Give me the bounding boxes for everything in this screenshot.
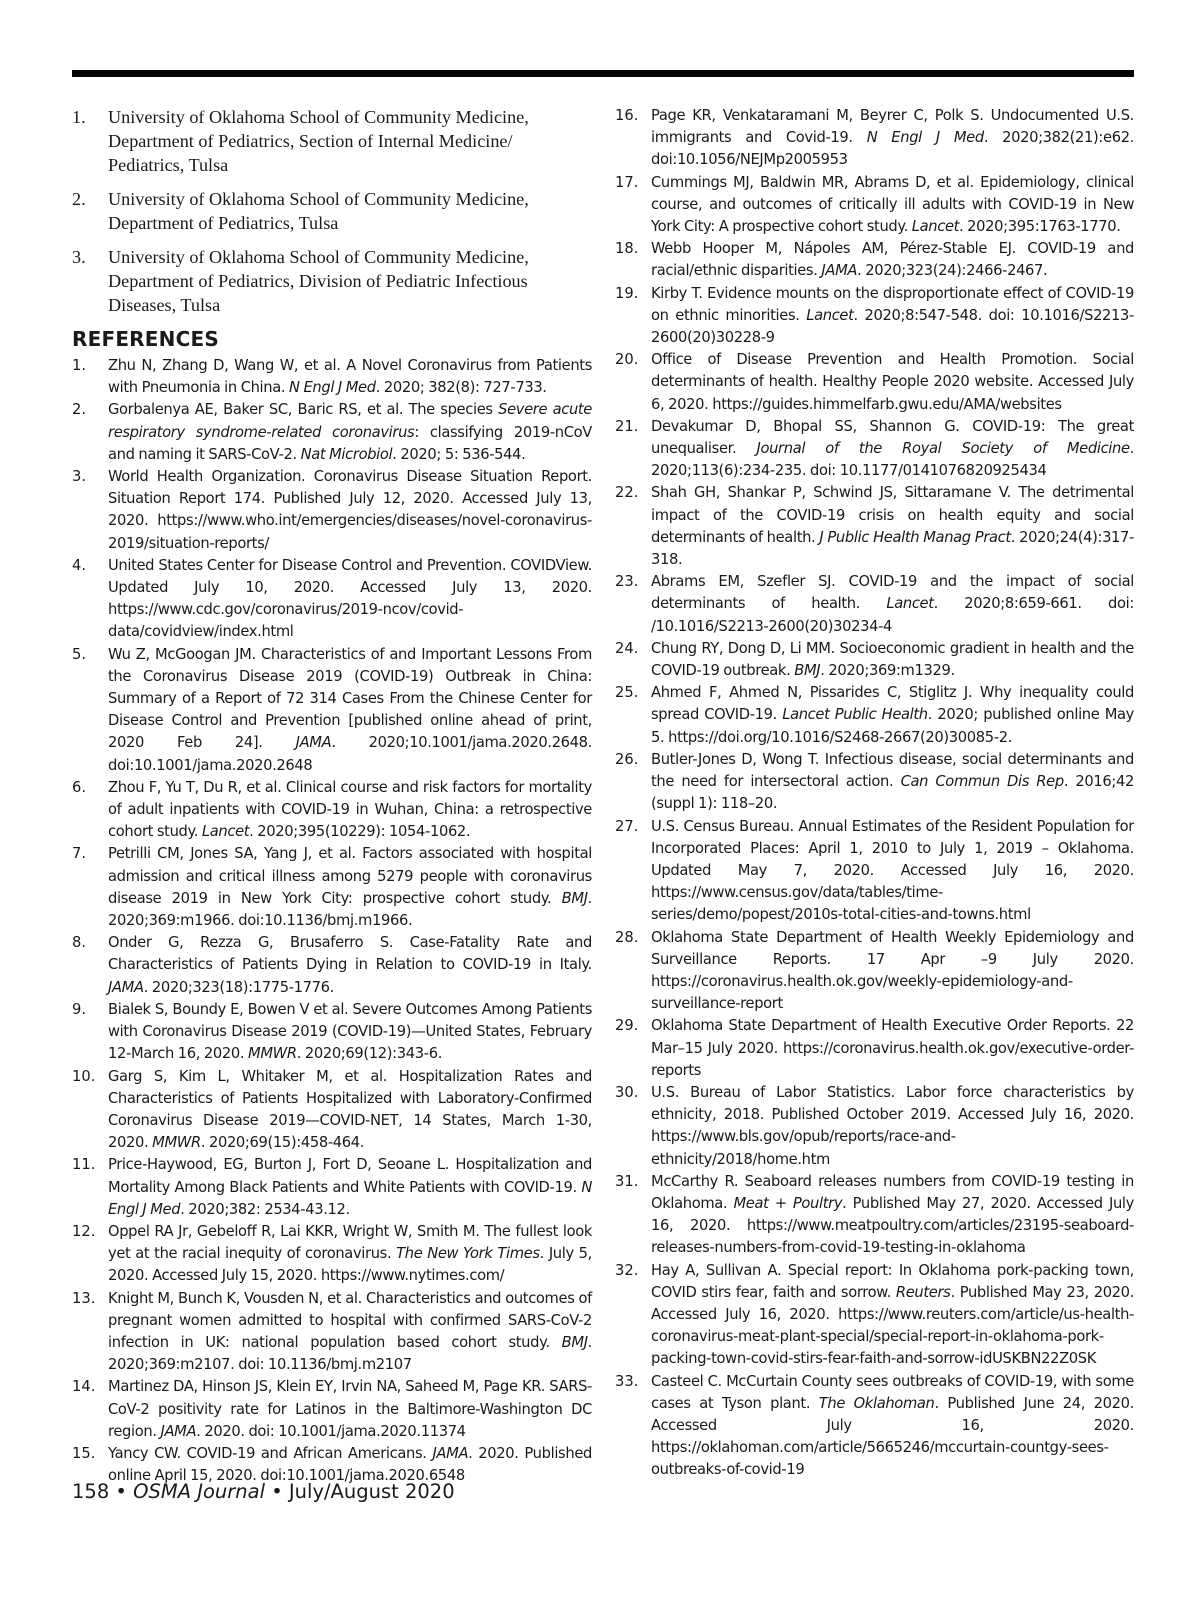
reference-item (72, 1376, 592, 1443)
reference-journal: Nat Microbiol (300, 445, 393, 463)
reference-text (651, 283, 1134, 350)
reference-text (651, 105, 1134, 172)
references-list-left (72, 355, 592, 1487)
reference-item (615, 105, 1134, 172)
reference-segment: . 2020;369:m1329. (820, 662, 955, 680)
reference-text (108, 1221, 592, 1288)
reference-journal: Journal of the Royal Society of Medicine (756, 440, 1130, 458)
reference-segment: . 2020;8:547-548. doi: 10.1016/S2213-2600(20)30228-9 (651, 306, 1134, 347)
affiliation-item (72, 187, 592, 235)
reference-item (72, 466, 592, 555)
reference-text (108, 399, 592, 466)
reference-item (615, 283, 1134, 350)
reference-journal: The Oklahoman (818, 1394, 935, 1412)
reference-segment: . Published June 24, 2020. Accessed July 16, 2020. https://oklahoman.com/article/5665246/mccurtain-countgy-sees-outbreaks-of-covid-19 (651, 1394, 1134, 1479)
footer-separator: • (109, 1480, 134, 1503)
reference-segment: Hay A, Sullivan A. Special report: In Oklahoma pork-packing town, COVID stirs fear, faith and sorrow. (651, 1261, 1134, 1301)
reference-item (72, 777, 592, 844)
reference-segment: Price-Haywood, EG, Burton J, Fort D, Seoane L. Hospitalization and Mortality Among Black Patients and White Patients with COVID-19. (108, 1156, 592, 1196)
reference-segment: . 2020;24(4):317-318. (651, 528, 1134, 569)
affiliation-text: University of Oklahoma School of Community Medicine, Department of Pediatrics, Division of Pediatric Infectious Diseases, Tulsa (108, 247, 529, 315)
reference-segment: . 2020;69(15):458-464. (200, 1134, 365, 1152)
reference-item (72, 932, 592, 999)
reference-segment: Oppel RA Jr, Gebeloff R, Lai KKR, Wright W, Smith M. The fullest look yet at the racial inequity of coronavirus. (108, 1222, 592, 1263)
reference-item (615, 1260, 1134, 1371)
reference-journal: N Engl J Med (289, 379, 376, 397)
reference-journal: N Engl J Med (866, 129, 984, 147)
reference-journal: Lancet (806, 306, 854, 324)
reference-item (72, 999, 592, 1066)
reference-segment: Abrams EM, Szefler SJ. COVID-19 and the impact of social determinants of health. (651, 573, 1134, 613)
reference-item (72, 355, 592, 399)
reference-item (72, 399, 592, 466)
reference-journal: Reuters (895, 1283, 951, 1301)
reference-number: 23. (615, 573, 639, 591)
reference-number: 28. (615, 928, 639, 946)
page-footer (72, 1480, 455, 1503)
reference-number: 6. (72, 778, 87, 796)
reference-item (615, 1171, 1134, 1260)
reference-segment: . 2020;323(18):1775-1776. (143, 978, 334, 996)
reference-item (615, 482, 1134, 571)
issue-date: July/August 2020 (288, 1480, 455, 1503)
reference-number: 31. (615, 1172, 639, 1190)
reference-segment: U.S. Census Bureau. Annual Estimates of the Resident Population for Incorporated Places: April 1, 2010 to July 1, 2019 – Oklahoma. Updated May 7, 2020. Accessed July 16, 2020. https://www.census.gov/data/tables/time-series/demo/popest/2010s-total-cities-and-towns.html (651, 817, 1134, 924)
reference-item (72, 843, 592, 932)
reference-segment: Cummings MJ, Baldwin MR, Abrams D, et al. Epidemiology, clinical course, and outcomes of critically ill adults with COVID-19 in New York City: A prospective cohort study. (651, 173, 1134, 236)
reference-text (108, 1288, 592, 1377)
reference-segment: Zhou F, Yu T, Du R, et al. Clinical course and risk factors for mortality of adult inpatients with COVID-19 in Wuhan, China: a retrospective cohort study. (108, 778, 592, 841)
reference-journal: J Public Health Manag Pract (819, 528, 1011, 546)
reference-segment: Casteel C. McCurtain County sees outbreaks of COVID-19, with some cases at Tyson plant. (651, 1372, 1134, 1412)
reference-segment: Onder G, Rezza G, Brusaferro S. Case-Fatality Rate and Characteristics of Patients Dying in Relation to COVID-19 in Italy. (108, 934, 592, 974)
reference-number: 14. (72, 1378, 96, 1396)
affiliation-item (72, 105, 592, 177)
reference-journal: JAMA (295, 734, 332, 752)
reference-number: 24. (615, 639, 639, 657)
reference-item (615, 927, 1134, 1016)
reference-item (615, 1371, 1134, 1482)
reference-segment: Devakumar D, Bhopal SS, Shannon G. COVID-19: The great unequaliser. (651, 417, 1134, 458)
reference-segment: Office of Disease Prevention and Health Promotion. Social determinants of health. Healthy People 2020 website. Accessed July 6, 2020. https://guides.himmelfarb.gwu.edu/AMA/websites (651, 351, 1134, 413)
reference-text (651, 416, 1134, 483)
reference-segment: . 2020;69(12):343-6. (296, 1045, 443, 1063)
reference-number: 17. (615, 173, 639, 191)
reference-segment: . 2020;369:m1966. doi:10.1136/bmj.m1966. (108, 889, 592, 930)
reference-segment: . 2020;382(21):e62. doi:10.1056/NEJMp2005953 (651, 129, 1135, 169)
reference-text (651, 1171, 1134, 1260)
affiliation-item (72, 245, 592, 317)
reference-number: 13. (72, 1289, 96, 1307)
reference-text (651, 1260, 1134, 1371)
reference-segment: . 2020; published online May 5. https://doi.org/10.1016/S2468-2667(20)30085-2. (651, 706, 1135, 746)
page-number: 158 (72, 1480, 110, 1503)
reference-text (651, 238, 1134, 282)
reference-number: 16. (615, 107, 639, 124)
reference-journal: Lancet Public Health (782, 706, 928, 724)
reference-journal: MMWR (248, 1045, 297, 1063)
reference-item (615, 682, 1134, 749)
reference-segment: . July 5, 2020. Accessed July 15, 2020. https://www.nytimes.com/ (108, 1245, 592, 1285)
reference-text (108, 555, 592, 644)
reference-segment: . 2020; 5: 536-544. (392, 445, 526, 463)
reference-number: 25. (615, 684, 639, 702)
reference-segment: Page KR, Venkataramani M, Beyrer C, Polk S. Undocumented U.S. immigrants and Covid-19. (651, 107, 1134, 147)
reference-item (72, 555, 592, 644)
reference-journal: JAMA (108, 978, 144, 996)
reference-text (108, 644, 592, 777)
reference-segment: . 2016;42 (suppl 1): 118–20. (651, 773, 1134, 813)
reference-segment: . 2020;323(24):2466-2467. (857, 262, 1048, 280)
reference-number: 21. (615, 417, 639, 435)
reference-segment: Chung RY, Dong D, Li MM. Socioeconomic gradient in health and the COVID-19 outbreak. (651, 639, 1134, 680)
reference-text (651, 1015, 1134, 1082)
reference-item (615, 816, 1134, 927)
reference-segment: : classifying 2019-nCoV and naming it SARS-CoV-2. (108, 423, 592, 463)
left-column (72, 105, 592, 1487)
reference-segment: Butler-Jones D, Wong T. Infectious disease, social determinants and the need for intersectoral action. (651, 750, 1134, 791)
reference-number: 27. (615, 817, 639, 835)
reference-segment: . 2020. doi: 10.1001/jama.2020.11374 (196, 1422, 466, 1440)
reference-text (108, 355, 592, 399)
reference-text (651, 571, 1134, 638)
reference-item (615, 1082, 1134, 1171)
reference-number: 4. (72, 556, 87, 574)
reference-item (615, 349, 1134, 416)
reference-number: 11. (72, 1156, 96, 1174)
reference-journal: BMJ (794, 662, 821, 680)
reference-segment: Garg S, Kim L, Whitaker M, et al. Hospitalization Rates and Characteristics of Patients Hospitalized with Laboratory-Confirmed Coronavirus Disease 2019—COVID-NET, 14 States, March 1-30, 2020. (108, 1067, 592, 1152)
reference-journal: The New York Times (396, 1245, 540, 1263)
reference-number: 29. (615, 1017, 639, 1035)
affiliations-list (72, 105, 592, 317)
reference-number: 22. (615, 484, 639, 502)
reference-number: 30. (615, 1083, 639, 1101)
reference-journal: N Engl J Med (108, 1178, 592, 1218)
reference-segment: Oklahoma State Department of Health Executive Order Reports. 22 Mar–15 July 2020. https://coronavirus.health.ok.gov/executive-order-reports (651, 1017, 1134, 1079)
reference-item (72, 1221, 592, 1288)
reference-text (108, 466, 592, 555)
reference-item (72, 1288, 592, 1377)
reference-text (651, 1371, 1134, 1482)
affiliation-number: 3. (72, 247, 86, 267)
reference-journal: Can Commun Dis Rep (900, 773, 1064, 791)
reference-text (651, 482, 1134, 571)
reference-number: 20. (615, 351, 639, 369)
reference-number: 33. (615, 1372, 639, 1390)
reference-segment: Ahmed F, Ahmed N, Pissarides C, Stiglitz J. Why inequality could spread COVID-19. (651, 684, 1134, 724)
reference-segment: Wu Z, McGoogan JM. Characteristics of and Important Lessons From the Coronavirus Disease 2019 (COVID-19) Outbreak in China: Summary of a Report of 72 314 Cases From the Chinese Center for Disease Control and Prevention [published online ahead of print, 2020 Feb 24]. (108, 645, 592, 752)
reference-segment: Martinez DA, Hinson JS, Klein EY, Irvin NA, Saheed M, Page KR. SARS-CoV-2 positivity rate for Latinos in the Baltimore-Washington DC region. (108, 1378, 592, 1440)
reference-segment: World Health Organization. Coronavirus Disease Situation Report. Situation Report 174. Published July 12, 2020. Accessed July 13, 2020. https://www.who.int/emergencies/diseases/novel-coronavirus-2019/situation-reports/ (108, 468, 592, 552)
reference-text (108, 1376, 592, 1443)
reference-number: 15. (72, 1444, 96, 1462)
reference-number: 18. (615, 240, 639, 258)
reference-segment: Zhu N, Zhang D, Wang W, et al. A Novel Coronavirus from Patients with Pneumonia in China. (108, 357, 592, 397)
reference-item (615, 1015, 1134, 1082)
reference-segment: Knight M, Bunch K, Vousden N, et al. Characteristics and outcomes of pregnant women admitted to hospital with confirmed SARS-CoV-2 infection in UK: national population based cohort study. (108, 1289, 592, 1351)
reference-item (615, 172, 1134, 239)
reference-text (651, 749, 1134, 816)
reference-segment: . 2020;8:659-661. doi: /10.1016/S2213-2600(20)30234-4 (651, 595, 1134, 635)
journal-name: OSMA Journal (133, 1480, 266, 1503)
reference-item (615, 749, 1134, 816)
reference-segment: . 2020;113(6):234-235. doi: 10.1177/0141076820925434 (651, 440, 1134, 480)
reference-journal: Lancet (911, 218, 960, 236)
reference-segment: McCarthy R. Seaboard releases numbers from COVID-19 testing in Oklahoma. (651, 1172, 1134, 1212)
reference-segment: . 2020;10.1001/jama.2020.2648. doi:10.1001/jama.2020.2648 (108, 734, 592, 774)
reference-segment: . 2020;395:1763-1770. (959, 218, 1121, 236)
reference-number: 5. (72, 645, 87, 663)
reference-text (651, 927, 1134, 1016)
reference-segment: Bialek S, Boundy E, Bowen V et al. Severe Outcomes Among Patients with Coronavirus Disease 2019 (COVID-19)—United States, February 12-March 16, 2020. (108, 1000, 592, 1063)
reference-segment: . 2020;369:m2107. doi: 10.1136/bmj.m2107 (108, 1333, 592, 1374)
reference-number: 26. (615, 750, 639, 768)
reference-segment: . 2020;382: 2534-43.12. (180, 1200, 350, 1218)
reference-text (651, 349, 1134, 416)
reference-number: 10. (72, 1067, 96, 1085)
reference-item (615, 416, 1134, 483)
reference-segment: . Published May 23, 2020. Accessed July 16, 2020. https://www.reuters.com/article/us-health-coronavirus-meat-plant-special/special-report-in-oklahoma-pork-packing-town-covid-stirs-fear-faith-and-sorrow-idUSKBN22Z0SK (651, 1283, 1134, 1368)
reference-item (615, 238, 1134, 282)
reference-segment: United States Center for Disease Control and Prevention. COVIDView. Updated July 10, 2020. Accessed July 13, 2020. https://www.cdc.gov/coronavirus/2019-ncov/covid-data/covidview/index.html (108, 556, 592, 641)
references-heading: REFERENCES (72, 327, 219, 351)
reference-number: 8. (72, 934, 87, 952)
reference-item (72, 1154, 592, 1221)
reference-segment: . 2020;395(10229): 1054-1062. (249, 823, 471, 841)
reference-number: 32. (615, 1261, 639, 1279)
reference-segment: Yancy CW. COVID-19 and African Americans. (108, 1444, 433, 1462)
reference-number: 12. (72, 1222, 96, 1240)
top-rule (72, 70, 1134, 77)
reference-segment: Kirby T. Evidence mounts on the disproportionate effect of COVID-19 on ethnic minorities. (651, 284, 1134, 324)
reference-item (615, 638, 1134, 682)
reference-text (108, 1154, 592, 1221)
reference-segment: Petrilli CM, Jones SA, Yang J, et al. Factors associated with hospital admission and critical illness among 5279 people with coronavirus disease 2019 in New York City: prospective cohort study. (108, 845, 592, 907)
reference-number: 9. (72, 1000, 87, 1018)
reference-journal: MMWR (152, 1134, 201, 1152)
reference-text (651, 682, 1134, 749)
reference-segment: Oklahoma State Department of Health Weekly Epidemiology and Surveillance Reports. 17 Apr –9 July 2020. https://coronavirus.health.ok.gov/weekly-epidemiology-and-surveillance-report (651, 928, 1134, 1013)
reference-item (72, 1066, 592, 1155)
reference-journal: Meat + Poultry (733, 1194, 843, 1212)
reference-text (651, 638, 1134, 682)
reference-text (108, 932, 592, 999)
reference-number: 19. (615, 284, 639, 302)
reference-journal: Lancet (201, 823, 250, 841)
affiliation-number: 1. (72, 107, 86, 127)
reference-number: 3. (72, 468, 87, 486)
reference-journal: Lancet (886, 595, 934, 613)
reference-journal: Severe acute respiratory syndrome-related coronavirus (108, 401, 592, 441)
reference-journal: BMJ (561, 1333, 588, 1351)
reference-segment: . Published May 27, 2020. Accessed July 16, 2020. https://www.meatpoultry.com/articles/23195-seaboard-releases-numbers-from-covid-19-testing-in-oklahoma (651, 1194, 1134, 1257)
reference-segment: . 2020; 382(8): 727-733. (375, 379, 547, 397)
reference-text (651, 172, 1134, 239)
affiliation-text: University of Oklahoma School of Community Medicine, Department of Pediatrics, Section of Internal Medicine/ Pediatrics, Tulsa (108, 107, 529, 175)
reference-item (72, 644, 592, 777)
reference-text (651, 1082, 1134, 1171)
affiliation-number: 2. (72, 189, 86, 209)
reference-journal: JAMA (821, 262, 858, 280)
reference-journal: JAMA (432, 1444, 469, 1462)
right-column (615, 105, 1134, 1482)
reference-number: 2. (72, 401, 87, 419)
references-list-right (615, 105, 1134, 1482)
affiliation-text: University of Oklahoma School of Community Medicine, Department of Pediatrics, Tulsa (108, 189, 529, 233)
reference-number: 1. (72, 357, 87, 374)
reference-number: 7. (72, 845, 87, 863)
reference-text (108, 1066, 592, 1155)
reference-journal: BMJ (561, 889, 588, 907)
reference-segment: U.S. Bureau of Labor Statistics. Labor force characteristics by ethnicity, 2018. Published October 2019. Accessed July 16, 2020. https://www.bls.gov/opub/reports/race-and-ethnicity/2018/home.htm (651, 1083, 1134, 1168)
reference-segment: Gorbalenya AE, Baker SC, Baric RS, et al. The species (108, 401, 499, 419)
reference-item (615, 571, 1134, 638)
reference-text (651, 816, 1134, 927)
reference-text (108, 999, 592, 1066)
reference-text (108, 777, 592, 844)
reference-journal: JAMA (160, 1422, 197, 1440)
footer-separator: • (265, 1480, 289, 1503)
reference-text (108, 843, 592, 932)
reference-segment: . 2020. Published online April 15, 2020. doi:10.1001/jama.2020.6548 (108, 1444, 592, 1485)
reference-segment: Webb Hooper M, Nápoles AM, Pérez-Stable EJ. COVID-19 and racial/ethnic disparities. (651, 240, 1134, 280)
reference-segment: Shah GH, Shankar P, Schwind JS, Sittaramane V. The detrimental impact of the COVID-19 crisis on health equity and social determinants of health. (651, 484, 1134, 546)
